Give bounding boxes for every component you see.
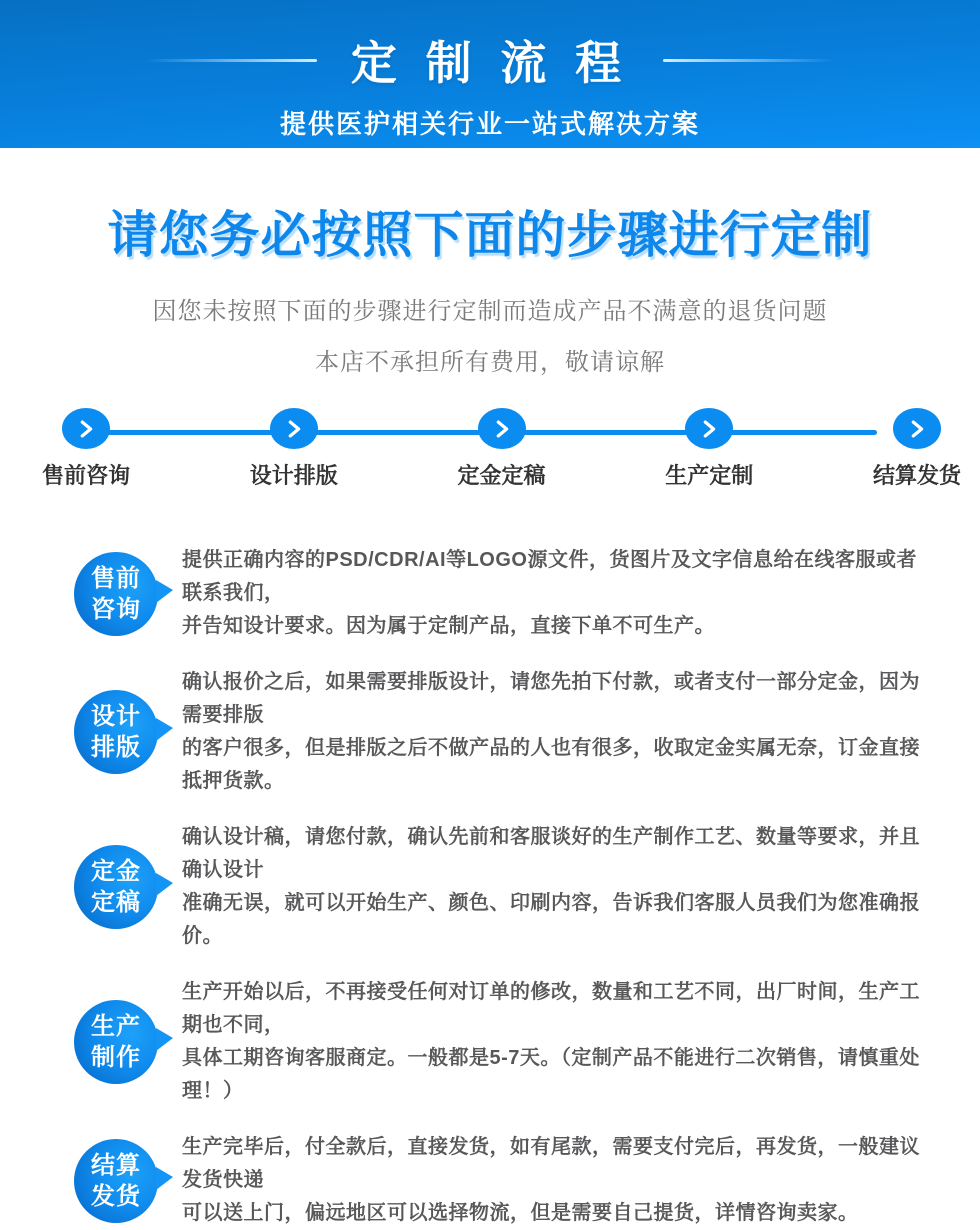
step-description <box>182 976 980 1108</box>
badge-label-line2: 制作 <box>91 1044 141 1071</box>
step-row-design <box>74 666 980 798</box>
badge-label-line1: 设计 <box>91 703 141 730</box>
flow-step-label: 定金定稿 <box>457 463 546 488</box>
step-row-settlement <box>74 1131 980 1230</box>
step-description <box>182 666 980 798</box>
step-description <box>182 821 980 953</box>
step-badge <box>74 845 158 929</box>
flow-step-4 <box>665 408 754 490</box>
badge-label-line1: 售前 <box>91 564 141 592</box>
banner <box>0 0 980 148</box>
flow-step-circle <box>685 408 733 449</box>
step-description-line1: 生产开始以后，不再接受任何对订单的修改，数量和工艺不同，出厂时间，生产工期也不同， <box>182 981 920 1036</box>
steps-list <box>0 544 980 1230</box>
badge-label-line1: 结算 <box>91 1151 141 1179</box>
deco-line-right <box>663 59 835 62</box>
chevron-right-icon <box>906 418 928 440</box>
badge-label-line2: 发货 <box>91 1182 141 1210</box>
step-description <box>182 544 980 643</box>
flow-step-2 <box>249 408 338 490</box>
badge-pointer <box>156 580 173 603</box>
flow-timeline <box>0 408 980 490</box>
badge-label-line1: 定金 <box>91 858 141 885</box>
step-badge <box>74 1000 158 1084</box>
badge-pointer <box>156 873 173 896</box>
step-description-line1: 生产完毕后，付全款后，直接发货，如有尾款，需要支付完后，再发货，一般建议发货快递 <box>182 1136 920 1191</box>
deco-line-left <box>145 59 317 62</box>
chevron-right-icon <box>698 418 720 440</box>
step-description-line2: 具体工期咨询客服商定。一般都是5-7天。（定制产品不能进行二次销售，请慎重处理！） <box>182 1047 920 1102</box>
step-description-line2: 可以送上门，偏远地区可以选择物流，但是需要自己提货，详情咨询卖家。 <box>182 1202 859 1224</box>
banner-title-row <box>145 27 835 93</box>
banner-subtitle: 提供医护相关行业一站式解决方案 <box>279 109 700 139</box>
step-description-line2: 并告知设计要求。因为属于定制产品，直接下单不可生产。 <box>182 615 715 637</box>
flow-step-circle <box>893 408 941 449</box>
badge-label-line2: 定稿 <box>91 889 141 916</box>
badge-pointer <box>156 718 173 741</box>
flow-step-5 <box>873 408 962 490</box>
step-description <box>182 1131 980 1230</box>
badge-label-line1: 生产 <box>91 1013 141 1040</box>
badge-pointer <box>156 1167 173 1190</box>
step-row-production <box>74 976 980 1108</box>
banner-title: 定 制 流 程 <box>350 37 630 89</box>
chevron-right-icon <box>283 418 305 440</box>
step-description-line1: 确认设计稿，请您付款，确认先前和客服谈好的生产制作工艺、数量等要求，并且确认设计 <box>182 826 920 881</box>
badge-label-line2: 排版 <box>91 734 141 761</box>
step-description-line1: 确认报价之后，如果需要排版设计，请您先拍下付款，或者支付一部分定金，因为需要排版 <box>182 671 920 726</box>
step-row-presale <box>74 544 980 643</box>
flow-step-1 <box>42 408 131 490</box>
step-description-line1: 提供正确内容的PSD/CDR/AI等LOGO源文件，货图片及文字信息给在线客服或者联系我们， <box>182 549 917 604</box>
flow-step-label: 结算发货 <box>873 463 962 488</box>
badge-pointer <box>156 1028 173 1051</box>
main-heading: 请您务必按照下面的步骤进行定制 <box>107 207 873 263</box>
flow-step-circle <box>270 408 318 449</box>
step-badge <box>74 690 158 774</box>
flow-step-label: 生产定制 <box>665 463 754 488</box>
intro-line-2: 本店不承担所有费用，敬请谅解 <box>315 349 665 376</box>
intro-line-1: 因您未按照下面的步骤进行定制而造成产品不满意的退货问题 <box>152 298 828 325</box>
step-badge <box>74 552 158 636</box>
chevron-right-icon <box>75 418 97 440</box>
step-description-line2: 准确无误，就可以开始生产、颜色、印刷内容，告诉我们客服人员我们为您准确报价。 <box>182 892 920 947</box>
step-description-line2: 的客户很多，但是排版之后不做产品的人也有很多，收取定金实属无奈，订金直接抵押货款。 <box>182 737 920 792</box>
flow-step-label: 售前咨询 <box>42 463 131 488</box>
flow-step-circle <box>62 408 110 449</box>
chevron-right-icon <box>491 418 513 440</box>
flow-step-label: 设计排版 <box>249 463 338 488</box>
flow-step-3 <box>457 408 546 490</box>
badge-label-line2: 咨询 <box>91 595 141 623</box>
flow-step-circle <box>478 408 526 449</box>
step-badge <box>74 1139 158 1223</box>
step-row-deposit <box>74 821 980 953</box>
